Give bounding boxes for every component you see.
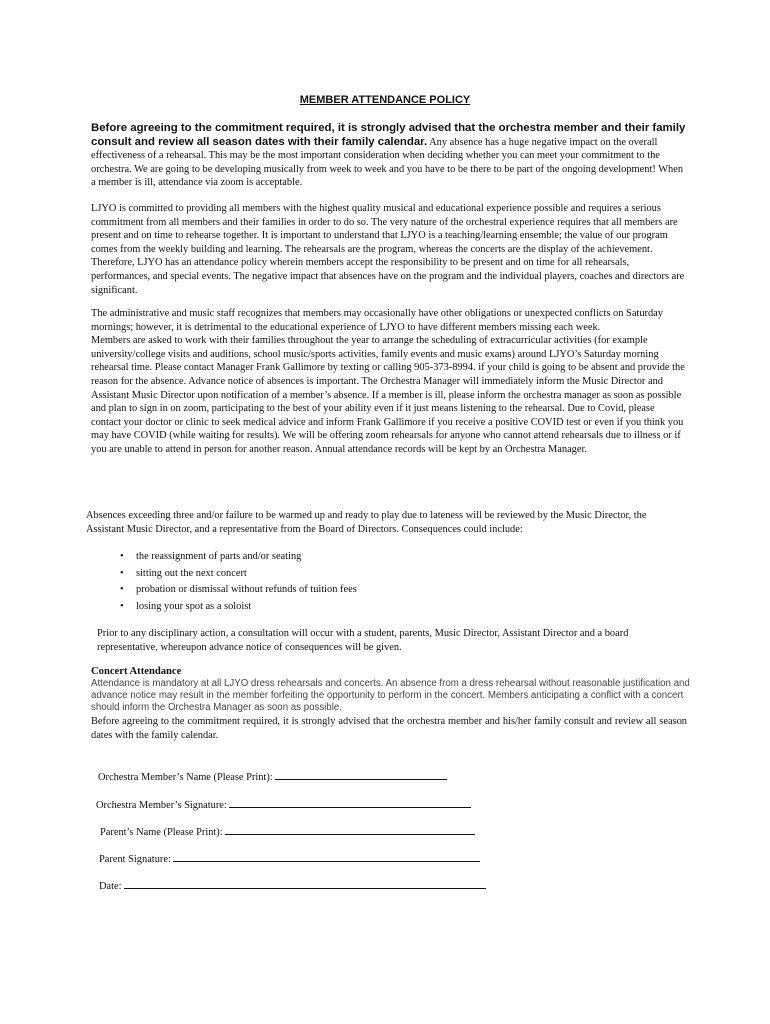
list-item: • the reassignment of parts and/or seating [104,549,357,566]
date-line[interactable] [124,878,486,889]
commitment-paragraph: LJYO is committed to providing all members with the highest quality musical and educational experience possible and requires a serious commitment from all members and their families in order to do so. The very nature of the orchestral experience requires that all members are present and on time to rehearse together. It is important to understand that LJYO is a teaching/learning ensemble; the value of our program comes from the weekly building and learning. The rehearsals are the program, whereas the concerts are the display of the achievement. Therefore, LJYO has an attendance policy wherein members accept the responsibility to be present and on time for all rehearsals, performances, and special events. The negative impact that absences have on the program and the individual players, coaches and directors are significant. [91,203,685,296]
intro-lead-text: Before agreeing to the commitment required, it is strongly advised that the orchestra member and their family consult and review all season dates with their family calendar. [91,122,686,148]
concert-attendance-body: Attendance is mandatory at all LJYO dress rehearsals and concerts. An absence from a dress rehearsal without reasonable justification and advance notice may result in the member forfeiting the opportunity to perform in the concert. Members anticipating a conflict with a concert should inform the Orchestra Manager as soon as possible. [91,678,690,714]
absence-section [91,307,687,457]
member-name-line[interactable] [275,769,447,780]
member-signature-label: Orchestra Member’s Signature: [96,800,227,811]
absences-review-paragraph: Absences exceeding three and/or failure to be warmed up and ready to play due to lateness will be reviewed by the Music Director, the Assistant Music Director, and a representative from the Board of Directors. Consequences could include: [86,510,647,535]
member-signature-line[interactable] [229,797,471,808]
list-item: • losing your spot as a soloist [104,599,357,616]
conflicts-paragraph: The administrative and music staff recognizes that members may occasionally have other obligations or unexpected conflicts on Saturday mornings; however, it is detrimental to the educational experience of LJYO to have different members missing each week. [91,308,663,333]
list-item: • probation or dismissal without refunds of tuition fees [104,582,357,599]
parent-signature-line[interactable] [173,851,480,862]
parent-name-field [100,824,475,838]
member-name-field [98,769,447,783]
closing-paragraph: Before agreeing to the commitment required, it is strongly advised that the orchestra member and his/her family consult and review all season dates with the family calendar. [91,716,687,741]
parent-name-label: Parent’s Name (Please Print): [100,827,223,838]
parent-signature-label: Parent Signature: [99,854,171,865]
parent-signature-field [99,851,480,865]
disciplinary-paragraph: Prior to any disciplinary action, a consultation will occur with a student, parents, Music Director, Assistant Director and a board representative, whereupon advance notice of consequences will be given. [97,628,629,653]
page-title: MEMBER ATTENDANCE POLICY [299,94,471,106]
scheduling-paragraph: Members are asked to work with their families throughout the year to arrange the scheduling of extracurricular activities (for example university/college visits and auditions, school music/sports activities, family events and music exams) around LJYO’s Saturday morning rehearsal time. Please contact Manager Frank Gallimore by texting or calling 905-373-8994. if your child is going to be absent and provide the reason for the absence. Advance notice of absences is important. The Orchestra Manager will immediately inform the Music Director and Assistant Music Director upon notification of a member’s absence. If a member is ill, please inform the orchestra manager as soon as possible and plan to sign in on zoom, participating to the best of your ability even if it just means listening to the rehearsal. Due to Covid, please contact your doctor or clinic to seek medical advice and inform Frank Gallimore if you receive a positive COVID test or even if you think you may have COVID (while waiting for results). We will be offering zoom rehearsals for anyone who cannot attend rehearsals due to illness or if you are unable to attend in person for another reason. Annual attendance records will be kept by an Orchestra Manager. [91,335,685,455]
date-label: Date: [99,881,122,892]
intro-body-text: Any absence has a huge negative impact on the overall effectiveness of a rehearsal. This may be the most important consideration when deciding whether you can meet your commitment to the orchestra. We are going to be developing musically from week to week and you have to be there to be part of the ongoing development! When a member is ill, attendance via zoom is acceptable. [91,136,684,189]
member-signature-field [96,797,471,811]
parent-name-line[interactable] [225,824,475,835]
intro-paragraph [91,122,687,190]
member-name-label: Orchestra Member’s Name (Please Print): [98,772,273,783]
list-item: • sitting out the next concert [104,566,357,583]
concert-attendance-heading: Concert Attendance [91,666,182,677]
consequences-list [104,549,357,615]
date-field [99,878,486,892]
